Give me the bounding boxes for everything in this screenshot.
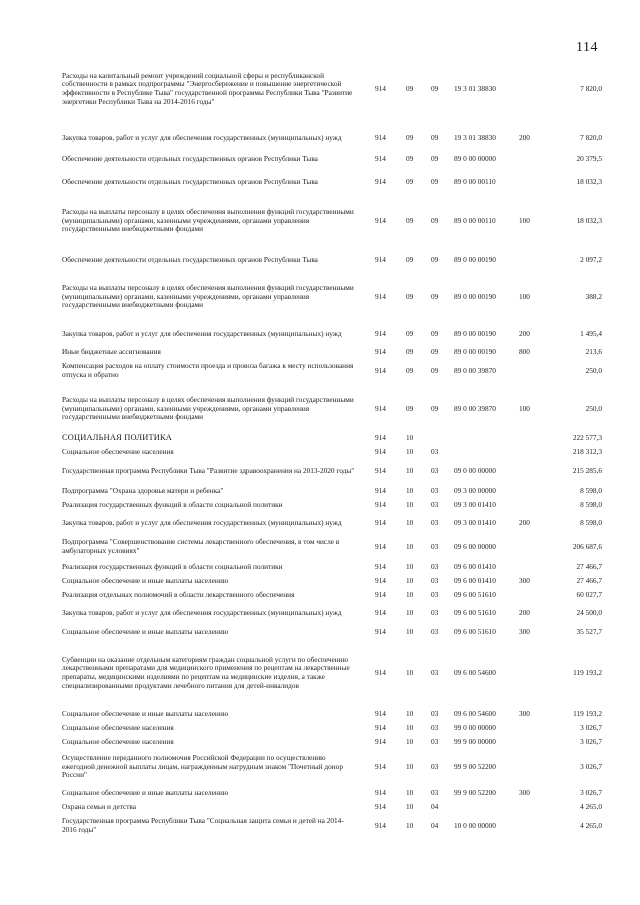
subsection-code: 03 xyxy=(431,787,439,797)
row-description: Закупка товаров, работ и услуг для обеспечения государственных (муниципальных) нужд xyxy=(62,328,342,338)
row-description: Обеспечение деятельности отдельных государственных органов Республики Тыва xyxy=(62,176,318,186)
subsection-code: 09 xyxy=(431,153,439,163)
subsection-code: 03 xyxy=(431,589,439,599)
section-code: 09 xyxy=(406,254,414,264)
section-code: 09 xyxy=(406,153,414,163)
amount: 1 495,4 xyxy=(580,328,602,338)
subsection-code: 03 xyxy=(431,575,439,585)
section-code: 10 xyxy=(406,485,414,495)
amount: 2 097,2 xyxy=(580,254,602,264)
ministry-code: 914 xyxy=(375,485,386,495)
target-article-code: 09 3 00 00000 xyxy=(454,485,496,495)
amount: 3 026,7 xyxy=(580,761,602,771)
target-article-code: 19 3 01 38830 xyxy=(454,83,496,93)
ministry-code: 914 xyxy=(375,708,386,718)
ministry-code: 914 xyxy=(375,607,386,617)
amount: 3 026,7 xyxy=(580,722,602,732)
amount: 18 032,3 xyxy=(576,215,602,225)
section-code: 10 xyxy=(406,432,414,442)
row-description: Социальное обеспечение и иные выплаты населению xyxy=(62,575,229,585)
table-row-12 xyxy=(62,432,602,444)
table-row-7 xyxy=(62,280,602,314)
table-row-26 xyxy=(62,722,602,734)
row-description: Государственная программа Республики Тыва "Развитие здравоохранения на 2013-2020 годы" xyxy=(62,465,355,475)
ministry-code: 914 xyxy=(375,575,386,585)
table-row-21 xyxy=(62,589,602,601)
row-description: Охрана семьи и детства xyxy=(62,801,136,811)
table-row-25 xyxy=(62,708,602,720)
section-code: 09 xyxy=(406,215,414,225)
table-row-14 xyxy=(62,461,602,481)
amount: 222 577,3 xyxy=(572,432,602,442)
expense-type-code: 800 xyxy=(519,346,530,356)
ministry-code: 914 xyxy=(375,722,386,732)
subsection-code: 03 xyxy=(431,626,439,636)
section-code: 09 xyxy=(406,83,414,93)
expense-type-code: 100 xyxy=(519,403,530,413)
subsection-code: 09 xyxy=(431,346,439,356)
expense-type-code: 100 xyxy=(519,291,530,301)
row-description: Подпрограмма "Охрана здоровья матери и ребенка" xyxy=(62,485,224,495)
expense-type-code: 300 xyxy=(519,575,530,585)
table-row-4 xyxy=(62,172,602,192)
section-code: 09 xyxy=(406,403,414,413)
amount: 35 527,7 xyxy=(576,626,602,636)
expense-type-code: 300 xyxy=(519,787,530,797)
ministry-code: 914 xyxy=(375,446,386,456)
target-article-code: 09 6 00 01410 xyxy=(454,575,496,585)
amount: 4 265,0 xyxy=(580,801,602,811)
subsection-code: 03 xyxy=(431,499,439,509)
section-code: 10 xyxy=(406,820,414,830)
section-code: 10 xyxy=(406,626,414,636)
ministry-code: 914 xyxy=(375,589,386,599)
table-row-17 xyxy=(62,513,602,533)
table-row-28 xyxy=(62,750,602,784)
ministry-code: 914 xyxy=(375,561,386,571)
table-row-8 xyxy=(62,324,602,344)
amount: 7 820,0 xyxy=(580,83,602,93)
expense-type-code: 200 xyxy=(519,607,530,617)
table-row-6 xyxy=(62,250,602,270)
row-description: Государственная программа Республики Тыва "Социальная защита семьи и детей на 2014-2016 годы" xyxy=(62,816,344,834)
row-description: Расходы на выплаты персоналу в целях обеспечения выполнения функций государственными (муниципальными) органами, казенными учреждениями, органами управления государственными внебюджетными фондами xyxy=(62,283,354,310)
subsection-code: 03 xyxy=(431,446,439,456)
ministry-code: 914 xyxy=(375,820,386,830)
amount: 250,0 xyxy=(585,403,602,413)
row-description: Социальное обеспечение и иные выплаты населению xyxy=(62,708,229,718)
target-article-code: 10 0 00 00000 xyxy=(454,820,496,830)
section-code: 10 xyxy=(406,667,414,677)
subsection-code: 03 xyxy=(431,761,439,771)
amount: 119 193,2 xyxy=(573,667,602,677)
ministry-code: 914 xyxy=(375,254,386,264)
section-code: 09 xyxy=(406,176,414,186)
amount: 206 687,6 xyxy=(572,541,602,551)
section-code: 10 xyxy=(406,589,414,599)
row-description: Реализация государственных функций в области социальной политики xyxy=(62,561,283,571)
target-article-code: 09 6 00 54600 xyxy=(454,667,496,677)
amount: 20 379,5 xyxy=(576,153,602,163)
subsection-code: 03 xyxy=(431,736,439,746)
subsection-code: 03 xyxy=(431,722,439,732)
row-description: СОЦИАЛЬНАЯ ПОЛИТИКА xyxy=(62,432,173,442)
ministry-code: 914 xyxy=(375,465,386,475)
table-row-15 xyxy=(62,485,602,497)
subsection-code: 09 xyxy=(431,83,439,93)
row-description: Иные бюджетные ассигнования xyxy=(62,346,161,356)
target-article-code: 89 0 00 00000 xyxy=(454,153,496,163)
row-description: Расходы на капитальный ремонт учреждений социальной сферы и республиканской собственности в рамках подпрограммы "Энергосбережение и повышение энергетической эффективности в Республике Тыва" государственной программы Республики Тыва "Развитие энергетики Республики Тыва на 2014-2016 годы" xyxy=(62,70,353,106)
ministry-code: 914 xyxy=(375,83,386,93)
section-code: 10 xyxy=(406,561,414,571)
row-description: Обеспечение деятельности отдельных государственных органов Республики Тыва xyxy=(62,254,318,264)
row-description: Закупка товаров, работ и услуг для обеспечения государственных (муниципальных) нужд xyxy=(62,517,342,527)
section-code: 10 xyxy=(406,722,414,732)
target-article-code: 89 0 00 00190 xyxy=(454,346,496,356)
ministry-code: 914 xyxy=(375,215,386,225)
ministry-code: 914 xyxy=(375,291,386,301)
amount: 218 312,3 xyxy=(572,446,602,456)
ministry-code: 914 xyxy=(375,761,386,771)
target-article-code: 99 9 00 52200 xyxy=(454,787,496,797)
target-article-code: 99 9 00 52200 xyxy=(454,761,496,771)
target-article-code: 89 0 00 00110 xyxy=(454,176,496,186)
row-description: Закупка товаров, работ и услуг для обеспечения государственных (муниципальных) нужд xyxy=(62,132,342,142)
page-number: 114 xyxy=(576,40,598,55)
section-code: 09 xyxy=(406,346,414,356)
section-code: 10 xyxy=(406,541,414,551)
amount: 27 466,7 xyxy=(576,575,602,585)
subsection-code: 03 xyxy=(431,561,439,571)
row-description: Реализация отдельных полномочий в области лекарственного обеспечения xyxy=(62,589,295,599)
ministry-code: 914 xyxy=(375,346,386,356)
target-article-code: 89 0 00 00110 xyxy=(454,215,496,225)
target-article-code: 89 0 00 39870 xyxy=(454,365,496,375)
ministry-code: 914 xyxy=(375,432,386,442)
target-article-code: 09 0 00 00000 xyxy=(454,465,496,475)
row-description: Обеспечение деятельности отдельных государственных органов Республики Тыва xyxy=(62,153,318,163)
amount: 8 598,0 xyxy=(580,517,602,527)
amount: 8 598,0 xyxy=(580,485,602,495)
subsection-code: 03 xyxy=(431,465,439,475)
ministry-code: 914 xyxy=(375,132,386,142)
ministry-code: 914 xyxy=(375,328,386,338)
ministry-code: 914 xyxy=(375,365,386,375)
target-article-code: 89 0 00 00190 xyxy=(454,291,496,301)
ministry-code: 914 xyxy=(375,667,386,677)
subsection-code: 03 xyxy=(431,607,439,617)
target-article-code: 09 6 00 51610 xyxy=(454,607,496,617)
table-row-3 xyxy=(62,152,602,166)
section-code: 10 xyxy=(406,499,414,509)
row-description: Социальное обеспечение населения xyxy=(62,736,174,746)
ministry-code: 914 xyxy=(375,626,386,636)
ministry-code: 914 xyxy=(375,517,386,527)
subsection-code: 03 xyxy=(431,541,439,551)
section-code: 10 xyxy=(406,575,414,585)
row-description: Реализация государственных функций в области социальной политики xyxy=(62,499,283,509)
amount: 250,0 xyxy=(585,365,602,375)
subsection-code: 04 xyxy=(431,801,439,811)
target-article-code: 09 3 00 01410 xyxy=(454,499,496,509)
row-description: Социальное обеспечение населения xyxy=(62,446,174,456)
table-row-30 xyxy=(62,801,602,813)
subsection-code: 09 xyxy=(431,215,439,225)
row-description: Социальное обеспечение и иные выплаты населению xyxy=(62,787,229,797)
table-row-20 xyxy=(62,575,602,587)
table-row-9 xyxy=(62,346,602,358)
target-article-code: 09 6 00 00000 xyxy=(454,541,496,551)
subsection-code: 09 xyxy=(431,365,439,375)
subsection-code: 09 xyxy=(431,403,439,413)
amount: 215 285,6 xyxy=(572,465,602,475)
section-code: 09 xyxy=(406,365,414,375)
subsection-code: 09 xyxy=(431,291,439,301)
table-row-19 xyxy=(62,561,602,573)
ministry-code: 914 xyxy=(375,153,386,163)
target-article-code: 09 3 00 01410 xyxy=(454,517,496,527)
table-row-1 xyxy=(62,66,602,112)
table-row-31 xyxy=(62,816,602,836)
expense-type-code: 100 xyxy=(519,215,530,225)
section-code: 09 xyxy=(406,291,414,301)
ministry-code: 914 xyxy=(375,403,386,413)
amount: 213,6 xyxy=(585,346,602,356)
row-description: Расходы на выплаты персоналу в целях обеспечения выполнения функций государственными (муниципальными) органами, казенными учреждениями, органами управления государственными внебюджетными фондами xyxy=(62,207,354,234)
table-row-22 xyxy=(62,603,602,623)
subsection-code: 03 xyxy=(431,517,439,527)
section-code: 09 xyxy=(406,132,414,142)
table-row-27 xyxy=(62,736,602,748)
expense-type-code: 200 xyxy=(519,132,530,142)
row-description: Субвенции на оказание отдельным категориям граждан социальной услуги по обеспечению лекарственными препаратами для медицинского применения по рецептам на лекарственные препараты, медицинскими изделиями по рецептам на медицинские изделия, а также специализированными продуктами лечебного питания для детей-инвалидов xyxy=(62,654,350,690)
amount: 7 820,0 xyxy=(580,132,602,142)
section-code: 10 xyxy=(406,517,414,527)
section-code: 10 xyxy=(406,761,414,771)
ministry-code: 914 xyxy=(375,499,386,509)
row-description: Социальное обеспечение и иные выплаты населению xyxy=(62,626,229,636)
table-row-18 xyxy=(62,537,602,557)
table-row-24 xyxy=(62,644,602,702)
target-article-code: 09 6 00 54600 xyxy=(454,708,496,718)
section-code: 10 xyxy=(406,801,414,811)
subsection-code: 03 xyxy=(431,708,439,718)
subsection-code: 04 xyxy=(431,820,439,830)
row-description: Компенсация расходов на оплату стоимости проезда и провоза багажа к месту использования отпуска и обратно xyxy=(62,361,354,379)
target-article-code: 99 9 00 00000 xyxy=(454,736,496,746)
row-description: Осуществление переданного полномочия Российской Федерации по осуществлению ежегодной денежной выплаты лицам, награжденным нагрудным знаком "Почетный донор России" xyxy=(62,753,343,780)
row-description: Закупка товаров, работ и услуг для обеспечения государственных (муниципальных) нужд xyxy=(62,607,342,617)
table-row-5 xyxy=(62,204,602,238)
amount: 3 026,7 xyxy=(580,787,602,797)
table-row-16 xyxy=(62,499,602,511)
ministry-code: 914 xyxy=(375,541,386,551)
target-article-code: 89 0 00 39870 xyxy=(454,403,496,413)
section-code: 10 xyxy=(406,465,414,475)
subsection-code: 09 xyxy=(431,328,439,338)
ministry-code: 914 xyxy=(375,176,386,186)
table-row-2 xyxy=(62,128,602,148)
target-article-code: 09 6 00 01410 xyxy=(454,561,496,571)
row-description: Подпрограмма "Совершенствование системы лекарственного обеспечения, в том числе в амбулаторных условиях" xyxy=(62,537,340,555)
subsection-code: 03 xyxy=(431,667,439,677)
subsection-code: 09 xyxy=(431,132,439,142)
amount: 60 027,7 xyxy=(576,589,602,599)
amount: 27 466,7 xyxy=(576,561,602,571)
expense-type-code: 300 xyxy=(519,708,530,718)
target-article-code: 89 0 00 00190 xyxy=(454,254,496,264)
subsection-code: 09 xyxy=(431,254,439,264)
section-code: 09 xyxy=(406,328,414,338)
section-code: 10 xyxy=(406,736,414,746)
expense-type-code: 300 xyxy=(519,626,530,636)
table-row-23 xyxy=(62,626,602,638)
subsection-code: 03 xyxy=(431,485,439,495)
expense-type-code: 200 xyxy=(519,328,530,338)
amount: 8 598,0 xyxy=(580,499,602,509)
target-article-code: 19 3 01 38830 xyxy=(454,132,496,142)
subsection-code: 09 xyxy=(431,176,439,186)
table-row-10 xyxy=(62,361,602,381)
expense-type-code: 200 xyxy=(519,517,530,527)
amount: 4 265,0 xyxy=(580,820,602,830)
target-article-code: 09 6 00 51610 xyxy=(454,589,496,599)
ministry-code: 914 xyxy=(375,736,386,746)
table-row-11 xyxy=(62,392,602,426)
amount: 388,2 xyxy=(585,291,602,301)
row-description: Расходы на выплаты персоналу в целях обеспечения выполнения функций государственными (муниципальными) органами, казенными учреждениями, органами управления государственными внебюджетными фондами xyxy=(62,395,354,422)
ministry-code: 914 xyxy=(375,787,386,797)
section-code: 10 xyxy=(406,607,414,617)
ministry-code: 914 xyxy=(375,801,386,811)
section-code: 10 xyxy=(406,787,414,797)
row-description: Социальное обеспечение населения xyxy=(62,722,174,732)
target-article-code: 09 6 00 51610 xyxy=(454,626,496,636)
section-code: 10 xyxy=(406,708,414,718)
amount: 3 026,7 xyxy=(580,736,602,746)
target-article-code: 89 0 00 00190 xyxy=(454,328,496,338)
amount: 119 193,2 xyxy=(573,708,602,718)
amount: 24 500,0 xyxy=(576,607,602,617)
table-row-13 xyxy=(62,446,602,458)
amount: 18 032,3 xyxy=(576,176,602,186)
section-code: 10 xyxy=(406,446,414,456)
target-article-code: 99 0 00 00000 xyxy=(454,722,496,732)
table-row-29 xyxy=(62,787,602,799)
